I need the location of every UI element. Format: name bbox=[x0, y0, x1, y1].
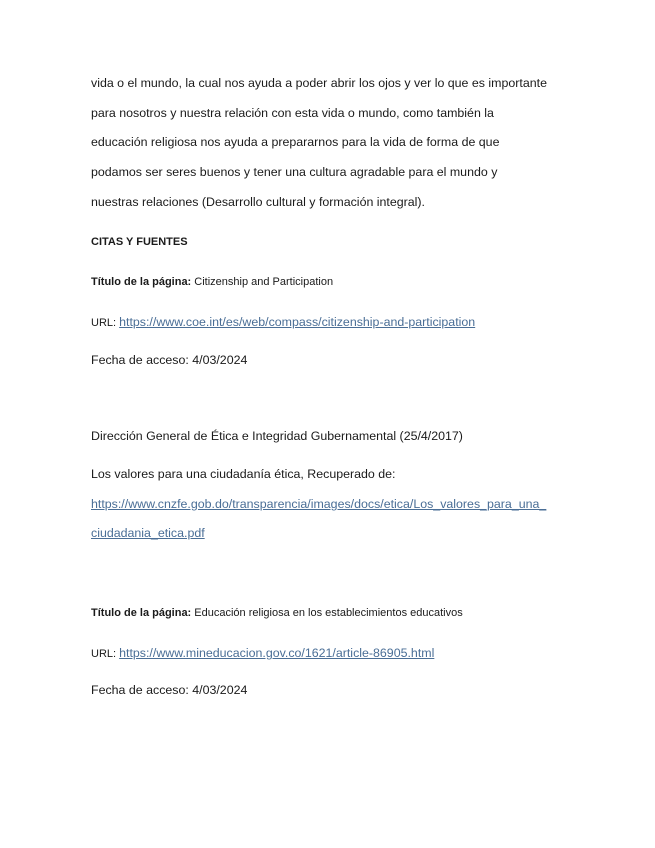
citations-heading: CITAS Y FUENTES bbox=[91, 236, 188, 248]
source3-url-label: URL: bbox=[91, 648, 120, 660]
source2-url-line-1 bbox=[91, 496, 546, 512]
source2-url-link-part1[interactable]: https://www.cnzfe.gob.do/transparencia/images/docs/etica/Los_valores_para_una_ bbox=[91, 497, 547, 511]
source2-title-line: Los valores para una ciudadanía ética, Recuperado de: bbox=[91, 467, 396, 481]
paragraph-line: podamos ser seres buenos y tener una cultura agradable para el mundo y bbox=[91, 165, 498, 179]
source3-title-line bbox=[91, 605, 463, 621]
source3-url-link[interactable]: https://www.mineducacion.gov.co/1621/article-86905.html bbox=[119, 646, 435, 660]
paragraph-line: para nosotros y nuestra relación con esta vida o mundo, como también la bbox=[91, 106, 494, 120]
source2-author: Dirección General de Ética e Integridad Gubernamental (25/4/2017) bbox=[91, 429, 463, 443]
source2-url-link-part2[interactable]: ciudadania_etica.pdf bbox=[91, 526, 205, 540]
source3-title-label: Título de la página: bbox=[91, 607, 192, 619]
source3-url-line bbox=[91, 645, 434, 662]
paragraph-line: educación religiosa nos ayuda a prepararnos para la vida de forma de que bbox=[91, 135, 500, 149]
source1-url-line bbox=[91, 314, 475, 331]
paragraph-line: nuestras relaciones (Desarrollo cultural y formación integral). bbox=[91, 195, 425, 209]
source3-access-date: Fecha de acceso: 4/03/2024 bbox=[91, 683, 248, 697]
source1-title-label: Título de la página: bbox=[91, 276, 192, 288]
source3-title-value: Educación religiosa en los establecimientos educativos bbox=[191, 607, 463, 619]
paragraph-line: vida o el mundo, la cual nos ayuda a poder abrir los ojos y ver lo que es importante bbox=[91, 76, 547, 90]
source1-access-date: Fecha de acceso: 4/03/2024 bbox=[91, 353, 248, 367]
source2-url-line-2 bbox=[91, 525, 205, 541]
source1-url-link[interactable]: https://www.coe.int/es/web/compass/citizenship-and-participation bbox=[119, 315, 476, 329]
source1-url-label: URL: bbox=[91, 317, 120, 329]
source1-title-value: Citizenship and Participation bbox=[191, 276, 334, 288]
source1-title-line bbox=[91, 274, 333, 290]
